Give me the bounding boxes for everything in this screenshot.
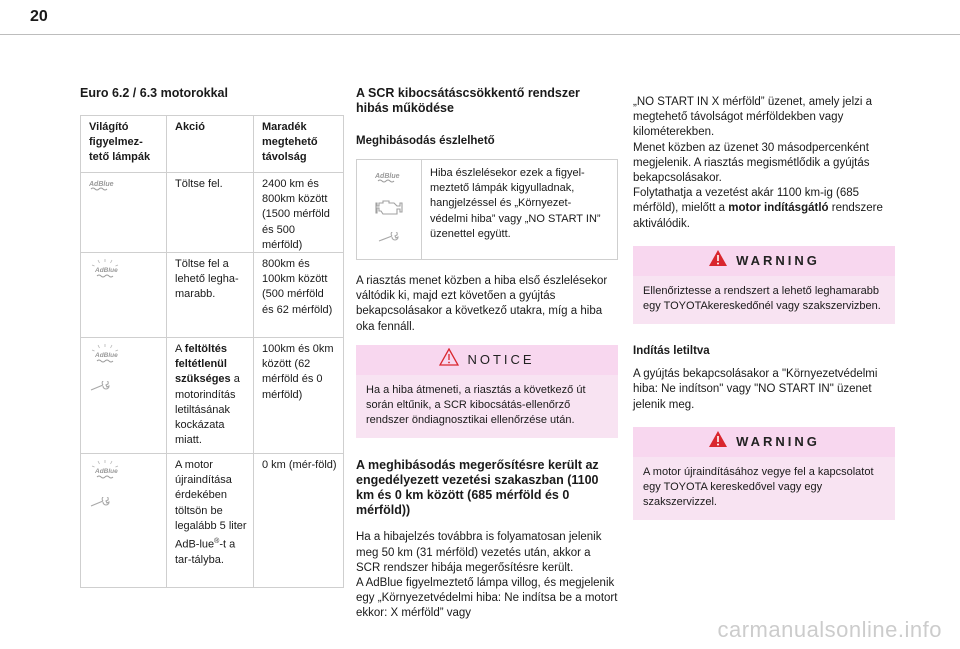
immobilizer-paragraph <box>633 186 895 232</box>
warning-triangle-icon <box>708 249 728 272</box>
svg-text:AdBlue: AdBlue <box>95 267 118 274</box>
fault-description: Hiba észlelésekor ezek a figyel-meztető lámpák kigyulladnak, hangjelzéssel és „Környezet-védelmi hiba” vagy „NO START IN” üzenettel együtt. <box>430 167 601 240</box>
header-lamps: Világító figyelmez-tető lámpák <box>81 116 167 172</box>
table-header-row <box>81 116 343 172</box>
warning-lamp-table <box>80 115 344 588</box>
notice-box <box>356 345 618 439</box>
column-2 <box>356 86 618 622</box>
distance-cell: 0 km (mér-föld) <box>262 459 337 471</box>
paragraph-text: rendszere aktiválódik. <box>633 202 883 230</box>
table-row <box>81 172 343 252</box>
svg-text:AdBlue: AdBlue <box>95 468 118 475</box>
distance-cell: 800km és 100km között (500 mérföld és 62 mérföld) <box>262 258 333 316</box>
alert-paragraph: A riasztás menet közben a hiba első észlelésekor váltódik ki, majd ezt követően a gyújtás bekapcsolásakor a következő utakra, míg a hiba oka fennáll. <box>356 275 608 333</box>
distance-cell: 2400 km és 800km között (1500 mérföld és 500 mérföld) <box>262 178 330 251</box>
adblue-icon <box>89 179 115 196</box>
action-emphasis: feltöltés feltétlenül szükséges <box>175 343 231 386</box>
registered-mark: ® <box>214 538 220 546</box>
header-action: Akció <box>167 116 254 172</box>
wrench-icon <box>89 497 111 514</box>
paragraph-emphasis: motor indításgátló <box>728 202 829 215</box>
svg-text:AdBlue: AdBlue <box>95 352 118 359</box>
warning-box-2 <box>633 427 895 521</box>
adblue-flash-paragraph: A AdBlue figyelmeztető lámpa villog, és megjelenik egy „Környezetvédelmi hiba: Ne indítsa be a motort ekkor: X mérföld” vagy <box>356 577 618 620</box>
engine-check-icon <box>374 198 404 221</box>
distance-cell: 100km és 0km között (62 mérföld és 0 mérföld) <box>262 343 334 401</box>
paragraph-text: Folytathatja a vezetést akár 1100 km-ig (685 mérföld), mielőtt a <box>633 187 860 215</box>
action-text: A <box>175 343 185 355</box>
repeat-paragraph: Menet közben az üzenet 30 másodpercenként megjelenik. A riasztás megismétlődik a gyújtás bekapcsolásakor. <box>633 141 870 185</box>
table-row <box>81 337 343 453</box>
section-heading-scr: A SCR kibocsátáscsökkentő rendszer hibás működése <box>356 86 580 115</box>
notice-text: Ha a hiba átmeneti, a riasztás a következő út során eltűnik, a SCR kibocsátás-ellenőrző rendszer öndiagnosztikai ellenőrzése után. <box>356 375 618 439</box>
section-heading-start-blocked: Indítás letiltva <box>633 345 710 358</box>
column-1 <box>80 86 342 588</box>
confirmed-paragraph: Ha a hibajelzés továbbra is folyamatosan jelenik meg 50 km (31 mérföld) vezetés után, akkor a SCR rendszer hibája megerősítésre került. <box>356 531 602 574</box>
lamp-cell <box>81 454 167 587</box>
column-3 <box>633 95 895 520</box>
page-number: 20 <box>30 8 48 25</box>
nostart-paragraph: „NO START IN X mérföld” üzenet, amely jelzi a megtehető távolságot mérföldekben vagy kilométerekben. <box>633 96 873 139</box>
header-distance: Maradék megtehető távolság <box>262 121 318 164</box>
wrench-icon <box>376 231 402 249</box>
wrench-icon <box>89 381 111 398</box>
action-text: A motor újraindítása érdekében töltsön be legalább 5 liter AdB-lue <box>175 459 247 551</box>
start-blocked-paragraph: A gyújtás bekapcsolásakor a "Környezetvédelmi hiba: Ne indítson" vagy "NO START IN" üzenet jelenik meg. <box>633 368 878 411</box>
header-rule <box>0 34 960 35</box>
warning-title: WARNING <box>736 434 820 450</box>
notice-header <box>356 345 618 375</box>
warning-header <box>633 427 895 457</box>
notice-title: NOTICE <box>467 352 535 368</box>
lamp-cell <box>81 338 167 453</box>
warning-text: A motor újraindításához vegye fel a kapcsolatot egy TOYOTA kereskedővel vagy egy szakszervizzel. <box>633 457 895 521</box>
adblue-flashing-icon <box>89 344 121 369</box>
table-row <box>81 453 343 587</box>
action-text: a motorindítás letiltásának kockázata miatt. <box>175 373 240 447</box>
fault-lamps-box <box>356 159 618 260</box>
warning-title: WARNING <box>736 253 820 269</box>
action-cell <box>167 454 254 587</box>
action-cell <box>167 338 254 453</box>
adblue-flashing-icon <box>89 460 121 485</box>
warning-box-1 <box>633 246 895 324</box>
svg-text:AdBlue: AdBlue <box>89 181 114 188</box>
notice-triangle-icon <box>439 348 459 371</box>
action-cell: Töltse fel a lehető legha-marabb. <box>167 253 254 337</box>
section-heading-confirmed: A meghibásodás megerősítésre került az engedélyezett vezetési szakaszban (1100 km és 0 km között (685 mérföld és 0 mérföld)) <box>356 458 599 518</box>
warning-text: Ellenőriztesse a rendszert a lehető leghamarabb egy TOYOTAkereskedőnél vagy szakszervizben. <box>633 276 895 324</box>
fault-lamp-icons <box>357 160 422 259</box>
action-cell: Töltse fel. <box>167 173 254 252</box>
subheading-fault-detected: Meghibásodás észlelhető <box>356 135 495 147</box>
lamp-cell <box>81 173 167 252</box>
adblue-icon <box>374 170 404 188</box>
action-text: -t a tar-tályba. <box>175 538 236 566</box>
table-row <box>81 252 343 337</box>
svg-text:AdBlue: AdBlue <box>375 173 400 180</box>
section-heading-euro: Euro 6.2 / 6.3 motorokkal <box>80 86 228 100</box>
watermark: carmanualsonline.info <box>717 617 942 642</box>
warning-triangle-icon <box>708 430 728 453</box>
warning-header <box>633 246 895 276</box>
adblue-flashing-icon <box>89 259 121 284</box>
lamp-cell <box>81 253 167 337</box>
